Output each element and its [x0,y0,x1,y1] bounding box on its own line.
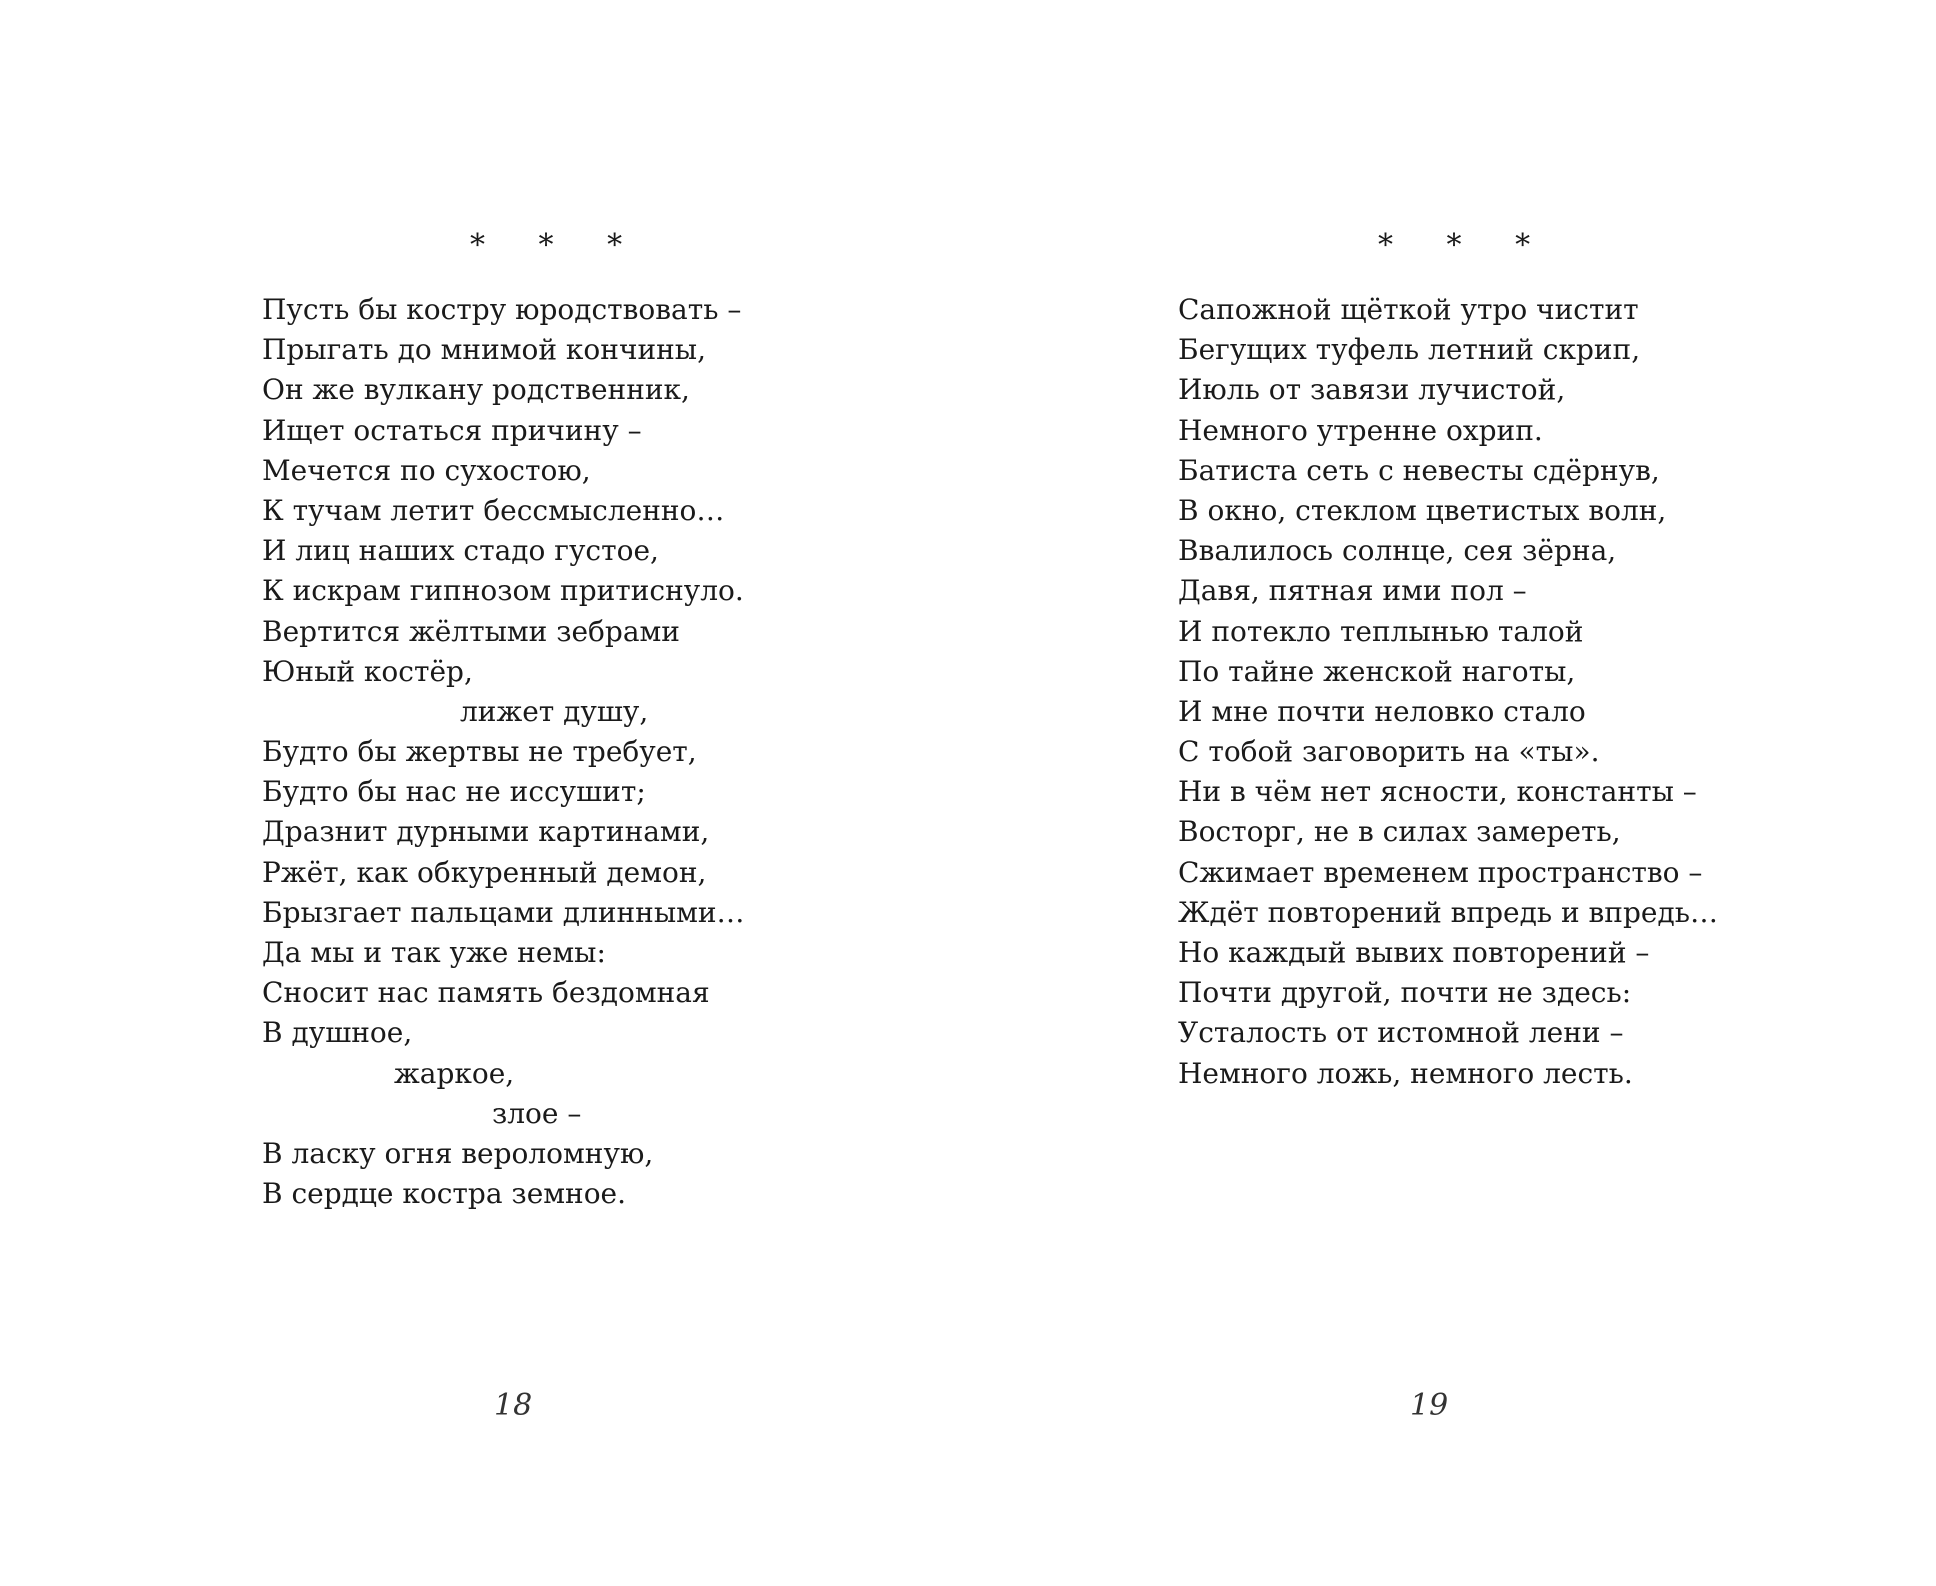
poem-line: Ждёт повторений впредь и впредь… [1178,895,1718,929]
poem-line: Он же вулкану родственник, [262,373,690,407]
section-mark: * * * [1378,228,1553,263]
poem-line: Немного ложь, немного лесть. [1178,1056,1633,1090]
poem-line: Но каждый вывих повторений – [1178,936,1650,969]
poem-line: Июль от завязи лучистой, [1178,373,1566,407]
poem-line: Сносит нас память бездомная [262,976,710,1010]
poem-line: Ни в чём нет ясности, константы – [1178,775,1697,809]
poem-line: Юный костёр, [262,654,473,688]
poem-line: Вертится жёлтыми зебрами [262,614,680,648]
poem-line: И потекло теплынью талой [1178,614,1584,648]
poem-line: Восторг, не в силах замереть, [1178,815,1621,849]
poem-line: Немного утренне охрип. [1178,413,1543,447]
poem-line: Мечется по сухостою, [262,453,591,487]
poem-line: Ищет остаться причину – [262,413,642,447]
poem-line: Усталость от истомной лени – [1178,1016,1624,1050]
poem-line: В душное, [262,1016,413,1050]
section-mark: * * * [470,228,645,263]
poem-line: В окно, стеклом цветистых волн, [1178,493,1667,527]
poem-line: Пусть бы костру юродствовать – [262,293,742,326]
right-page [968,0,1936,1586]
poem-line: Давя, пятная ими пол – [1178,574,1527,608]
poem-line: Прыгать до мнимой кончины, [262,333,706,367]
poem-line: Сапожной щёткой утро чистит [1178,293,1639,326]
poem-line: Да мы и так уже немы: [262,936,606,969]
poem-line: лижет душу, [460,694,649,728]
poem-line: Брызгает пальцами длинными… [262,895,745,929]
poem-line: Будто бы нас не иссушит; [262,775,646,809]
poem-line: Батиста сеть с невесты сдёрнув, [1178,453,1660,487]
page-number: 18 [494,1388,533,1423]
poem-line: Почти другой, почти не здесь: [1178,976,1632,1010]
poem-line: В ласку огня вероломную, [262,1136,654,1170]
poem-right [1178,290,1718,1094]
poem-line: По тайне женской наготы, [1178,654,1576,688]
poem-line: И лиц наших стадо густое, [262,534,659,568]
poem-line: Бегущих туфель летний скрип, [1178,333,1641,367]
poem-line: И мне почти неловко стало [1178,694,1586,728]
poem-left [262,290,745,1214]
page-number: 19 [1410,1388,1449,1423]
poem-line: В сердце костра земное. [262,1177,627,1211]
poem-line: К искрам гипнозом притиснуло. [262,574,744,608]
poem-line: злое – [492,1096,582,1130]
poem-line: Будто бы жертвы не требует, [262,735,697,769]
poem-line: Сжимает временем пространство – [1178,855,1703,889]
poem-line: Ржёт, как обкуренный демон, [262,855,707,889]
poem-line: К тучам летит бессмысленно… [262,493,725,527]
poem-line: жаркое, [394,1056,515,1090]
poem-line: Ввалилось солнце, сея зёрна, [1178,534,1617,568]
poem-line: С тобой заговорить на «ты». [1178,735,1600,769]
poem-line: Дразнит дурными картинами, [262,815,710,849]
